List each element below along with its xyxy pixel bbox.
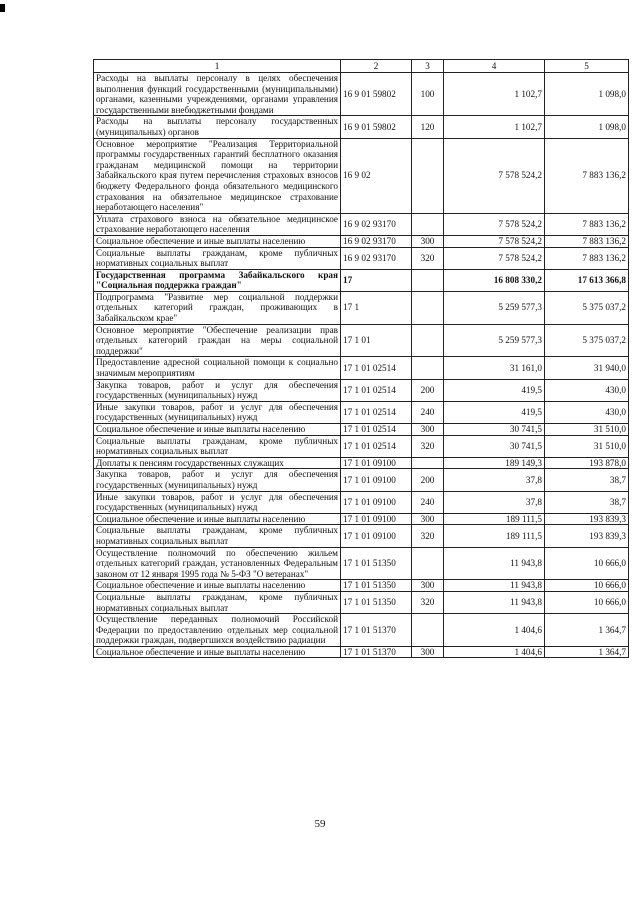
cell-amount-col4: 11 943,8 — [444, 580, 545, 592]
cell-code: 17 1 01 09100 — [341, 513, 412, 525]
cell-code: 17 1 01 09100 — [341, 491, 412, 513]
cell-amount-col5: 1 098,0 — [545, 116, 629, 138]
header-cell-4: 4 — [444, 60, 545, 73]
cell-name: Осуществление полномочий по обеспечению жильем отдельных категорий граждан, установленных Федеральным законом от 12 января 1995 года № 5-ФЗ "О ветеранах" — [94, 547, 341, 580]
cell-expense-type: 200 — [412, 379, 444, 401]
cell-code: 17 1 01 02514 — [341, 379, 412, 401]
cell-expense-type: 320 — [412, 591, 444, 613]
cell-expense-type — [412, 138, 444, 213]
cell-expense-type — [412, 547, 444, 580]
table-row — [94, 580, 629, 592]
cell-code: 17 1 01 09100 — [341, 469, 412, 491]
cell-expense-type: 300 — [412, 580, 444, 592]
header-cell-1: 1 — [94, 60, 341, 73]
cell-name: Государственная программа Забайкальского края "Социальная поддержка граждан" — [94, 269, 341, 291]
cell-amount-col5: 430,0 — [545, 401, 629, 423]
table-row — [94, 324, 629, 357]
cell-name: Социальное обеспечение и иные выплаты населению — [94, 646, 341, 658]
cell-expense-type — [412, 357, 444, 379]
cell-expense-type: 320 — [412, 247, 444, 269]
table-row — [94, 357, 629, 379]
cell-amount-col5: 193 839,3 — [545, 525, 629, 547]
cell-expense-type — [412, 291, 444, 324]
table-row — [94, 213, 629, 235]
cell-name: Закупка товаров, работ и услуг для обеспечения государственных (муниципальных) нужд — [94, 379, 341, 401]
table-row — [94, 591, 629, 613]
table-row — [94, 247, 629, 269]
cell-amount-col5: 7 883 136,2 — [545, 213, 629, 235]
cell-amount-col4: 1 102,7 — [444, 116, 545, 138]
cell-amount-col4: 31 161,0 — [444, 357, 545, 379]
cell-name: Предоставление адресной социальной помощи к социально значимым мероприятиям — [94, 357, 341, 379]
table-row — [94, 138, 629, 213]
table-row — [94, 73, 629, 116]
cell-expense-type: 100 — [412, 73, 444, 116]
cell-code: 16 9 02 93170 — [341, 213, 412, 235]
cell-expense-type: 300 — [412, 235, 444, 247]
cell-name: Социальное обеспечение и иные выплаты населению — [94, 580, 341, 592]
table-row — [94, 235, 629, 247]
cell-amount-col4: 1 404,6 — [444, 614, 545, 647]
cell-expense-type — [412, 269, 444, 291]
cell-name: Уплата страхового взноса на обязательное медицинское страхование неработающего населения — [94, 213, 341, 235]
cell-amount-col4: 1 404,6 — [444, 646, 545, 658]
budget-table-body — [94, 60, 629, 658]
cell-name: Социальные выплаты гражданам, кроме публичных нормативных социальных выплат — [94, 247, 341, 269]
cell-name: Осуществление переданных полномочий Российской Федерации по предоставлению отдельных мер социальной поддержки граждан, подвергшихся воздействию радиации — [94, 614, 341, 647]
cell-code: 16 9 02 93170 — [341, 247, 412, 269]
table-row — [94, 457, 629, 469]
cell-code: 17 1 01 51350 — [341, 591, 412, 613]
cell-name: Социальные выплаты гражданам, кроме публичных нормативных социальных выплат — [94, 591, 341, 613]
cell-amount-col5: 31 510,0 — [545, 435, 629, 457]
table-row — [94, 291, 629, 324]
table-row — [94, 614, 629, 647]
table-row — [94, 491, 629, 513]
cell-amount-col5: 193 839,3 — [545, 513, 629, 525]
table-row — [94, 525, 629, 547]
cell-amount-col4: 189 111,5 — [444, 525, 545, 547]
cell-name: Социальное обеспечение и иные выплаты населению — [94, 513, 341, 525]
cell-code: 17 1 01 51370 — [341, 646, 412, 658]
cell-amount-col4: 7 578 524,2 — [444, 235, 545, 247]
table-row — [94, 513, 629, 525]
cell-amount-col4: 7 578 524,2 — [444, 213, 545, 235]
cell-amount-col5: 7 883 136,2 — [545, 235, 629, 247]
cell-code: 16 9 01 59802 — [341, 116, 412, 138]
cell-amount-col4: 37,8 — [444, 491, 545, 513]
cell-amount-col5: 38,7 — [545, 491, 629, 513]
cell-amount-col5: 7 883 136,2 — [545, 247, 629, 269]
cell-code: 17 1 — [341, 291, 412, 324]
header-row — [94, 60, 629, 73]
cell-expense-type: 240 — [412, 401, 444, 423]
cell-code: 17 — [341, 269, 412, 291]
table-row — [94, 401, 629, 423]
cell-expense-type: 300 — [412, 646, 444, 658]
cell-name: Социальные выплаты гражданам, кроме публичных нормативных социальных выплат — [94, 525, 341, 547]
header-cell-2: 2 — [341, 60, 412, 73]
cell-name: Расходы на выплаты персоналу в целях обеспечения выполнения функций государственными (муниципальными) органами, казенными учреждениями, органами управления государственными внебюджетными фондами — [94, 73, 341, 116]
cell-amount-col4: 1 102,7 — [444, 73, 545, 116]
cell-amount-col5: 1 364,7 — [545, 646, 629, 658]
cell-amount-col5: 10 666,0 — [545, 580, 629, 592]
cell-code: 16 9 02 — [341, 138, 412, 213]
cell-expense-type: 320 — [412, 525, 444, 547]
cell-amount-col5: 5 375 037,2 — [545, 324, 629, 357]
cell-code: 17 1 01 51350 — [341, 547, 412, 580]
cell-amount-col5: 38,7 — [545, 469, 629, 491]
cell-amount-col4: 7 578 524,2 — [444, 247, 545, 269]
cell-amount-col5: 5 375 037,2 — [545, 291, 629, 324]
cell-amount-col4: 419,5 — [444, 379, 545, 401]
cell-amount-col4: 5 259 577,3 — [444, 324, 545, 357]
cell-name: Основное мероприятие "Обеспечение реализации прав отдельных категорий граждан на меры социальной поддержки" — [94, 324, 341, 357]
cell-expense-type: 120 — [412, 116, 444, 138]
cell-expense-type — [412, 324, 444, 357]
cell-name: Подпрограмма "Развитие мер социальной поддержки отдельных категорий граждан, проживающих в Забайкальском крае" — [94, 291, 341, 324]
cell-code: 17 1 01 02514 — [341, 401, 412, 423]
cell-amount-col4: 11 943,8 — [444, 547, 545, 580]
cell-amount-col5: 1 098,0 — [545, 73, 629, 116]
cell-amount-col4: 7 578 524,2 — [444, 138, 545, 213]
cell-amount-col5: 7 883 136,2 — [545, 138, 629, 213]
cell-amount-col5: 1 364,7 — [545, 614, 629, 647]
cell-expense-type — [412, 457, 444, 469]
header-cell-5: 5 — [545, 60, 629, 73]
cell-amount-col5: 10 666,0 — [545, 591, 629, 613]
cell-amount-col5: 10 666,0 — [545, 547, 629, 580]
cell-name: Социальное обеспечение и иные выплаты населению — [94, 424, 341, 436]
cell-name: Доплаты к пенсиям государственных служащих — [94, 457, 341, 469]
cell-code: 17 1 01 02514 — [341, 357, 412, 379]
cell-code: 17 1 01 — [341, 324, 412, 357]
cell-amount-col5: 31 940,0 — [545, 357, 629, 379]
cell-expense-type: 320 — [412, 435, 444, 457]
cell-amount-col4: 37,8 — [444, 469, 545, 491]
cell-name: Закупка товаров, работ и услуг для обеспечения государственных (муниципальных) нужд — [94, 469, 341, 491]
cell-amount-col4: 11 943,8 — [444, 591, 545, 613]
cell-code: 17 1 01 09100 — [341, 525, 412, 547]
header-cell-3: 3 — [412, 60, 444, 73]
cell-amount-col4: 5 259 577,3 — [444, 291, 545, 324]
cell-amount-col4: 30 741,5 — [444, 435, 545, 457]
cell-code: 17 1 01 02514 — [341, 424, 412, 436]
cell-amount-col5: 430,0 — [545, 379, 629, 401]
cell-amount-col4: 189 111,5 — [444, 513, 545, 525]
budget-table — [93, 59, 629, 658]
cell-expense-type: 300 — [412, 424, 444, 436]
cell-amount-col4: 189 149,3 — [444, 457, 545, 469]
cell-name: Основное мероприятие "Реализация Территориальной программы государственных гарантий бесплатного оказания гражданам медицинской помощи на территории Забайкальского края путем перечисления страховых взносов бюджету Федерального фонда обязательного медицинского страхования на обязательное медицинское страхование неработающего населения" — [94, 138, 341, 213]
cell-amount-col4: 30 741,5 — [444, 424, 545, 436]
cell-expense-type: 300 — [412, 513, 444, 525]
cell-amount-col5: 31 510,0 — [545, 424, 629, 436]
cell-code: 17 1 01 51350 — [341, 580, 412, 592]
table-row — [94, 469, 629, 491]
cell-code: 17 1 01 02514 — [341, 435, 412, 457]
cell-expense-type — [412, 614, 444, 647]
table-row — [94, 435, 629, 457]
cell-amount-col5: 193 878,0 — [545, 457, 629, 469]
cell-amount-col5: 17 613 366,8 — [545, 269, 629, 291]
page-number: 59 — [314, 818, 326, 830]
cell-code: 16 9 01 59802 — [341, 73, 412, 116]
table-row — [94, 424, 629, 436]
cell-expense-type: 240 — [412, 491, 444, 513]
table-row — [94, 379, 629, 401]
table-row — [94, 116, 629, 138]
cell-name: Социальное обеспечение и иные выплаты населению — [94, 235, 341, 247]
cell-name: Социальные выплаты гражданам, кроме публичных нормативных социальных выплат — [94, 435, 341, 457]
cell-name: Иные закупки товаров, работ и услуг для обеспечения государственных (муниципальных) нужд — [94, 401, 341, 423]
table-row — [94, 547, 629, 580]
table-row — [94, 646, 629, 658]
cell-amount-col4: 16 808 330,2 — [444, 269, 545, 291]
cell-amount-col4: 419,5 — [444, 401, 545, 423]
cell-code: 17 1 01 51370 — [341, 614, 412, 647]
cell-name: Иные закупки товаров, работ и услуг для обеспечения государственных (муниципальных) нужд — [94, 491, 341, 513]
table-row — [94, 269, 629, 291]
cell-name: Расходы на выплаты персоналу государственных (муниципальных) органов — [94, 116, 341, 138]
cell-expense-type — [412, 213, 444, 235]
cell-code: 17 1 01 09100 — [341, 457, 412, 469]
scan-corner-mark — [0, 4, 5, 12]
cell-code: 16 9 02 93170 — [341, 235, 412, 247]
cell-expense-type: 200 — [412, 469, 444, 491]
